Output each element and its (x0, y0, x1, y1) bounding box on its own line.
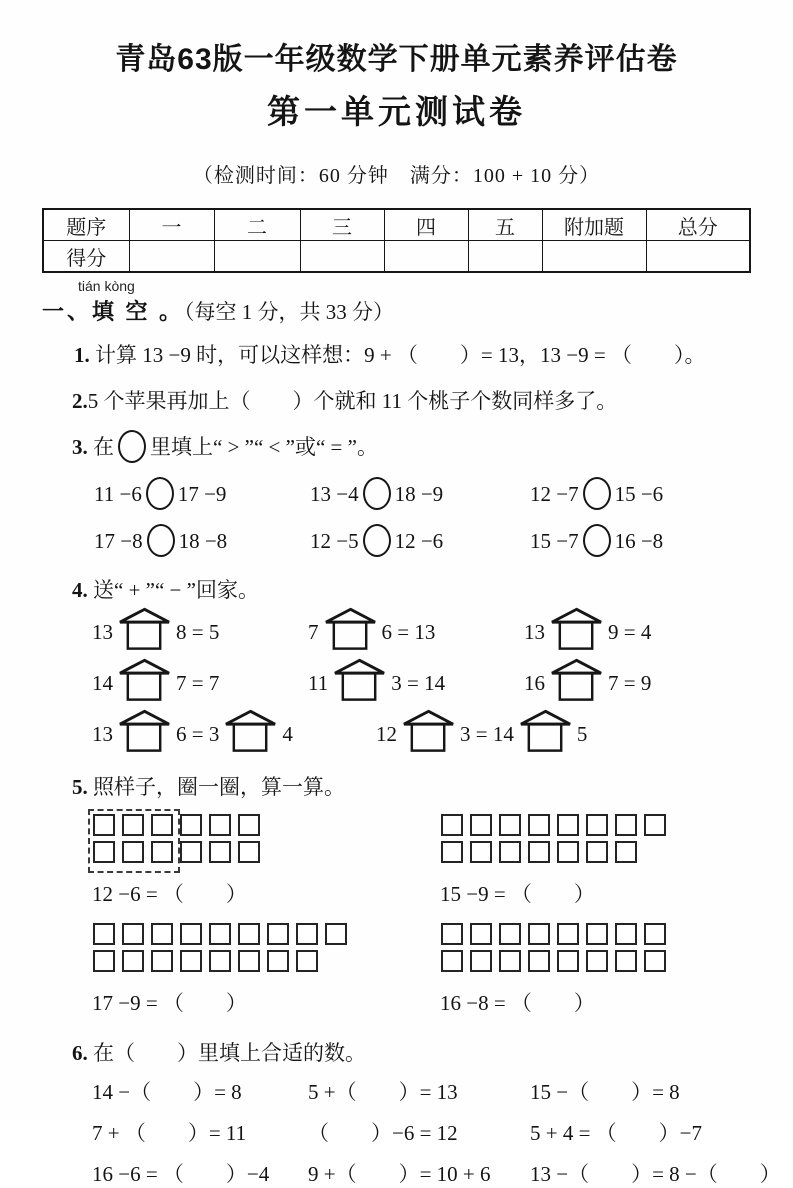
section-one-title: 一、填 空 。 (42, 299, 185, 324)
question-5-items (88, 811, 793, 1023)
counter-square (470, 923, 492, 945)
fill-blank-equation: 16 −6 = （ ）−4 (92, 1162, 270, 1186)
question-3-number: 3. (72, 435, 88, 459)
question-3-text-after: 里填上“ > ”“ < ”或“ = ”。 (150, 435, 378, 459)
square-row (441, 923, 793, 946)
square-row (441, 814, 793, 837)
square-group (436, 811, 793, 870)
operand: 7 (308, 620, 319, 644)
counter-square (441, 923, 463, 945)
score-table-score-row (43, 241, 750, 273)
left-expression: 15 −7 (530, 529, 579, 553)
operand: 6 = 13 (381, 620, 436, 644)
counter-square (615, 950, 637, 972)
question-2-text: 5 个苹果再加上（ ）个就和 11 个桃子个数同样多了。 (87, 389, 618, 413)
square-group-equation: 15 −9 = （ ） (440, 882, 595, 906)
question-5-number: 5. (72, 775, 88, 799)
house-equation (524, 657, 793, 708)
compare-circle-icon (118, 430, 146, 463)
score-cell-empty (384, 241, 468, 273)
counter-square (296, 950, 318, 972)
house-icon (324, 606, 377, 651)
question-1-number: 1. (74, 343, 90, 367)
counter-square (93, 950, 115, 972)
fill-blank-equation: 5 + 4 = （ ）−7 (530, 1121, 703, 1145)
house-equation-double (376, 708, 793, 759)
counter-square (499, 923, 521, 945)
operand: 13 (524, 620, 545, 644)
compare-circle-icon (363, 524, 391, 557)
operand: 7 = 7 (176, 671, 220, 695)
question-5-text: 照样子，圈一圈，算一算。 (93, 775, 345, 799)
counter-square (238, 841, 260, 863)
right-expression: 16 −8 (614, 529, 664, 553)
score-cell-empty (542, 241, 646, 273)
counter-square (470, 950, 492, 972)
score-table-header-row (43, 209, 750, 241)
left-expression: 13 −4 (310, 482, 359, 506)
counter-square (470, 814, 492, 836)
square-row (93, 923, 436, 946)
operand: 16 (524, 671, 545, 695)
square-group (88, 811, 436, 870)
counter-square (528, 923, 550, 945)
left-expression: 12 −7 (530, 482, 579, 506)
counter-square (267, 950, 289, 972)
score-header-cell: 四 (384, 209, 468, 241)
house-icon (118, 606, 171, 651)
square-group-equation: 16 −8 = （ ） (440, 991, 595, 1015)
counter-square (615, 841, 637, 863)
counter-square (180, 841, 202, 863)
question-3-items (94, 477, 793, 558)
operand: 3 = 14 (391, 671, 446, 695)
question-4-number: 4. (72, 578, 88, 602)
counter-square (180, 814, 202, 836)
square-group-equation: 17 −9 = （ ） (92, 991, 247, 1015)
section-one-score-note: （每空 1 分，共 33 分） (184, 300, 395, 324)
question-6-text: 在（ ）里填上合适的数。 (93, 1041, 366, 1065)
fill-blank-equation: 7 + （ ）= 11 (92, 1121, 247, 1145)
house-icon (519, 708, 572, 753)
question-6-number: 6. (72, 1041, 88, 1065)
counter-square (267, 923, 289, 945)
compare-circle-icon (583, 524, 611, 557)
right-expression: 15 −6 (614, 482, 664, 506)
house-equation (92, 657, 308, 708)
example-dashed-circle (88, 809, 180, 873)
house-equation-double (92, 708, 376, 759)
operand: 11 (308, 671, 329, 695)
question-3 (72, 430, 793, 463)
counter-square (238, 950, 260, 972)
counter-square (557, 814, 579, 836)
counter-square (209, 923, 231, 945)
counter-square (615, 923, 637, 945)
score-header-cell: 一 (129, 209, 214, 241)
house-icon (550, 606, 603, 651)
counter-square (615, 814, 637, 836)
score-cell-empty (214, 241, 300, 273)
counter-square (238, 814, 260, 836)
counter-square (441, 841, 463, 863)
left-expression: 12 −5 (310, 529, 359, 553)
question-3-text-before: 在 (93, 435, 114, 459)
score-row-label: 得分 (43, 241, 129, 273)
counter-square (528, 841, 550, 863)
house-equation (308, 606, 524, 657)
counter-square (151, 950, 173, 972)
house-icon (118, 657, 171, 702)
counter-square (325, 923, 347, 945)
page-title: 青岛63版一年级数学下册单元素养评估卷 (115, 43, 678, 76)
score-cell-empty (300, 241, 384, 273)
exam-info-line: （检测时间：60 分钟 满分：100 + 10 分） (192, 165, 601, 187)
question-2-number: 2. (72, 389, 88, 413)
operand: 14 (92, 671, 113, 695)
counter-square (557, 950, 579, 972)
counter-square (499, 950, 521, 972)
operand: 6 = 3 (176, 722, 220, 746)
house-equation (308, 657, 524, 708)
operand: 4 (282, 722, 293, 746)
right-expression: 18 −8 (178, 529, 228, 553)
counter-square (93, 923, 115, 945)
fill-blank-equation: 9 +（ ）= 10 + 6 (308, 1162, 491, 1186)
score-table (42, 208, 751, 273)
question-4-items-row-1 (92, 606, 793, 708)
counter-square (470, 841, 492, 863)
question-1-text: 计算 13 −9 时，可以这样想：9 + （ ）= 13，13 −9 = （ ）。 (95, 343, 706, 367)
question-2 (72, 385, 793, 415)
question-5 (72, 771, 793, 801)
compare-circle-icon (363, 477, 391, 510)
fill-blank-equation: 15 −（ ）= 8 (530, 1080, 680, 1104)
counter-square (209, 841, 231, 863)
counter-square (499, 814, 521, 836)
counter-square (528, 950, 550, 972)
house-icon (118, 708, 171, 753)
square-group-equation: 12 −6 = （ ） (92, 882, 247, 906)
fill-blank-equation: 5 +（ ）= 13 (308, 1080, 458, 1104)
counter-square (209, 814, 231, 836)
house-icon (333, 657, 386, 702)
square-group (88, 920, 436, 979)
counter-square (644, 950, 666, 972)
question-4-items-row-3 (92, 708, 793, 759)
house-icon (550, 657, 603, 702)
operand: 8 = 5 (176, 620, 220, 644)
counter-square (296, 923, 318, 945)
score-cell-empty (468, 241, 542, 273)
square-row (441, 950, 793, 973)
score-header-cell: 题序 (43, 209, 129, 241)
house-icon (402, 708, 455, 753)
house-icon (224, 708, 277, 753)
counter-square (238, 923, 260, 945)
compare-item (94, 477, 310, 511)
question-6-items (92, 1079, 793, 1188)
score-cell-empty (129, 241, 214, 273)
compare-item (530, 477, 793, 511)
score-cell-empty (646, 241, 750, 273)
operand: 13 (92, 722, 113, 746)
counter-square (151, 923, 173, 945)
counter-square (180, 923, 202, 945)
counter-square (586, 923, 608, 945)
counter-square (644, 923, 666, 945)
question-6 (72, 1037, 793, 1067)
operand: 12 (376, 722, 397, 746)
operand: 5 (576, 722, 588, 746)
counter-square (441, 814, 463, 836)
compare-circle-icon (146, 477, 174, 510)
compare-circle-icon (583, 477, 611, 510)
compare-circle-icon (147, 524, 175, 557)
left-expression: 17 −8 (94, 529, 143, 553)
operand: 13 (92, 620, 113, 644)
counter-square (122, 923, 144, 945)
score-header-cell: 附加题 (542, 209, 646, 241)
operand: 3 = 14 (460, 722, 514, 746)
right-expression: 12 −6 (394, 529, 444, 553)
score-header-cell: 五 (468, 209, 542, 241)
compare-item (94, 524, 310, 558)
compare-item (310, 524, 530, 558)
score-header-cell: 二 (214, 209, 300, 241)
counter-square (586, 950, 608, 972)
counter-square (499, 841, 521, 863)
unit-title: 第一单元测试卷 (267, 95, 526, 131)
right-expression: 18 −9 (394, 482, 444, 506)
compare-item (310, 477, 530, 511)
counter-square (441, 950, 463, 972)
right-expression: 17 −9 (177, 482, 227, 506)
house-equation (92, 606, 308, 657)
score-header-cell: 总分 (646, 209, 750, 241)
compare-item (530, 524, 793, 558)
fill-blank-equation: 14 −（ ）= 8 (92, 1080, 242, 1104)
square-row (93, 950, 436, 973)
house-equation (524, 606, 793, 657)
score-header-cell: 三 (300, 209, 384, 241)
counter-square (586, 841, 608, 863)
fill-blank-equation: 13 −（ ）= 8 −（ ） (530, 1162, 781, 1186)
fill-blank-equation: （ ）−6 = 12 (308, 1121, 458, 1145)
square-row (441, 841, 793, 864)
question-4 (72, 574, 793, 604)
question-1 (74, 339, 793, 369)
counter-square (180, 950, 202, 972)
pinyin-annotation: tián kòng (78, 278, 135, 294)
square-group (436, 920, 793, 979)
counter-square (557, 841, 579, 863)
operand: 7 = 9 (608, 671, 652, 695)
operand: 9 = 4 (608, 620, 652, 644)
counter-square (586, 814, 608, 836)
left-expression: 11 −6 (94, 482, 142, 506)
section-one-heading (42, 295, 793, 326)
counter-square (644, 814, 666, 836)
counter-square (209, 950, 231, 972)
counter-square (528, 814, 550, 836)
counter-square (557, 923, 579, 945)
counter-square (122, 950, 144, 972)
question-4-text: 送“ + ”“ − ”回家。 (93, 578, 259, 602)
